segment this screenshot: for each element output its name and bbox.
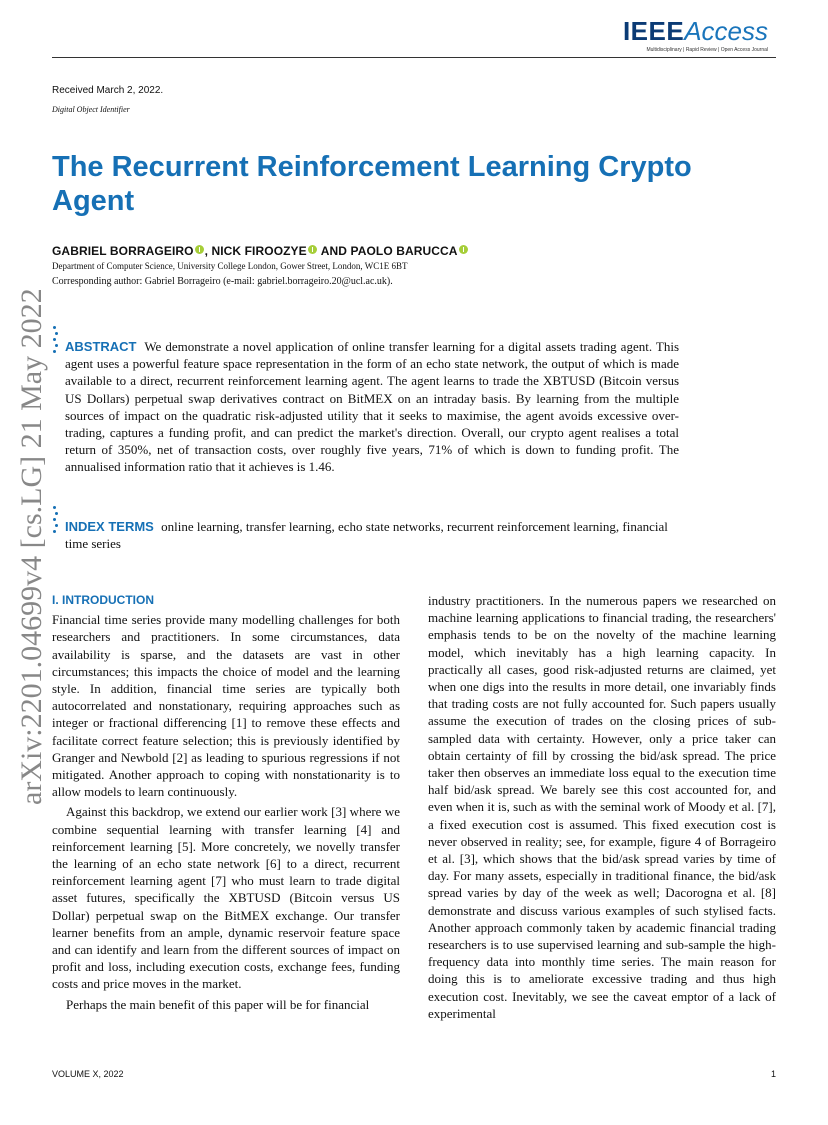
author-list xyxy=(52,244,469,258)
author-3: AND PAOLO BARUCCA xyxy=(317,244,458,258)
orcid-icon[interactable] xyxy=(308,245,317,254)
received-date: Received March 2, 2022. xyxy=(52,85,164,96)
orcid-icon[interactable] xyxy=(195,245,204,254)
page-number: 1 xyxy=(770,1069,776,1079)
author-2: , NICK FIROOZYE xyxy=(204,244,307,258)
doi-label: Digital Object Identifier xyxy=(52,105,130,114)
section-heading: I. INTRODUCTION xyxy=(52,593,154,607)
left-column xyxy=(52,592,400,1013)
abstract xyxy=(65,338,679,476)
index-dots-icon xyxy=(52,506,58,536)
paragraph: Financial time series provide many modelling challenges for both researchers and practitioners. In some circumstances, data availability is sparse, and the datasets are vast in other circumstances; this impacts the choice of model and the learning style. In addition, financial time series are typically both autocorrelated and nonstationary, requiring approaches such as integer or fractional differencing [1] to remove these effects and facilitate correct feature selection; this is previously identified by Granger and Newbold [2] as leading to spurious regressions if not mitigated. Another approach to coping with nonstationarity is to allow models to learn continuously. xyxy=(52,612,400,800)
abstract-text: We demonstrate a novel application of online transfer learning for a digital assets trading agent. This agent uses a powerful feature space representation in the form of an echo state network, the output of which is made available to a direct, recurrent reinforcement learning agent. The agent learns to trade the XBTUSD (Bitcoin versus US Dollars) perpetual swap derivatives contract on BitMEX on an intraday basis. By learning from the multiple sources of impact on the quadratic risk-adjusted utility that it seeks to maximise, the agent avoids excessive over-trading, captures a funding profit, and can predict the market's direction. Overall, our crypto agent realises a total return of 350%, net of transaction costs, over roughly five years, 71% of which is down to funding profit. The annualised information ratio that it achieves is 1.46. xyxy=(65,339,680,475)
affiliation: Department of Computer Science, University College London, Gower Street, London, WC1E 6BT xyxy=(52,261,408,271)
paragraph: Against this backdrop, we extend our earlier work [3] where we combine sequential learning with transfer learning [4] and reinforcement learning [5]. More concretely, we novelly transfer the learning of an echo state network [6] to a direct, recurrent reinforcement learning agent [7] who must learn to trade digital asset futures, specifically the XBTUSD (Bitcoin versus US Dollar) perpetual swap on the BitMEX exchange. Our transfer learner benefits from an ample, dynamic reservoir feature space and can identify and learn from the different sources of impact on profit and loss, including execution costs, exchange fees, funding costs and price moves in the market. xyxy=(52,804,400,992)
header-rule xyxy=(52,57,776,58)
journal-name-italic: Access xyxy=(684,16,768,46)
paragraph: Perhaps the main benefit of this paper will be for financial xyxy=(66,996,370,1012)
index-terms xyxy=(65,518,679,552)
paper-title: The Recurrent Reinforcement Learning Crypto Agent xyxy=(52,151,692,217)
abstract-label: ABSTRACT xyxy=(65,339,137,354)
journal-logo xyxy=(623,18,768,53)
orcid-icon[interactable] xyxy=(459,245,468,254)
corresponding-author: Corresponding author: Gabriel Borrageiro (e-mail: gabriel.borrageiro.20@ucl.ac.uk). xyxy=(52,276,393,287)
journal-name-bold: IEEE xyxy=(622,16,685,46)
index-terms-label: INDEX TERMS xyxy=(65,519,154,534)
right-column xyxy=(428,592,776,1022)
author-1: GABRIEL BORRAGEIRO xyxy=(52,244,194,258)
footer-volume: VOLUME X, 2022 xyxy=(52,1069,124,1079)
abstract-dots-icon xyxy=(52,326,58,356)
arxiv-stamp: arXiv:2201.04699v4 [cs.LG] 21 May 2022 xyxy=(15,288,48,805)
index-terms-text: online learning, transfer learning, echo state networks, recurrent reinforcement learning, financial time series xyxy=(65,519,668,552)
paragraph: industry practitioners. In the numerous papers we researched on machine learning applications to financial trading, the researchers' emphasis tends to be on the novelty of the machine learning model, which inevitably has a high learning capacity. In practically all cases, good risk-adjusted returns are claimed, yet when one digs into the results in more detail, one invariably finds that trading costs are not fully accounted for. Such papers usually assume the execution of trades on the closing prices of sub-sampled data with certainty. However, only a price taker can obtain certainty of fill by crossing the bid/ask spread. The price taker then observes an immediate loss equal to the execution time half bid/ask spread. We barely see this cost accounted for, and even when it is, such as with the seminal work of Moody et al. [7], a fixed execution cost is assumed. This fixed execution cost is never observed in reality; see, for example, figure 4 of Borrageiro et al. [3], which shows that the bid/ask spread varies by time of day. For many assets, especially in traditional finance, the bid/ask spread varies by day of the week as well; Dacorogna et al. [8] demonstrate and discuss various examples of such stylised facts. Another approach commonly taken by academic financial trading researchers is to use supervised learning and sub-sample the high-frequency data into monthly time series. The main reason for doing this is to ameliorate excessive trading and thus high execution cost. Inevitably, we see the caveat emptor of a lack of experimental xyxy=(428,593,776,1021)
journal-tagline: Multidisciplinary | Rapid Review | Open Access Journal xyxy=(646,47,768,53)
